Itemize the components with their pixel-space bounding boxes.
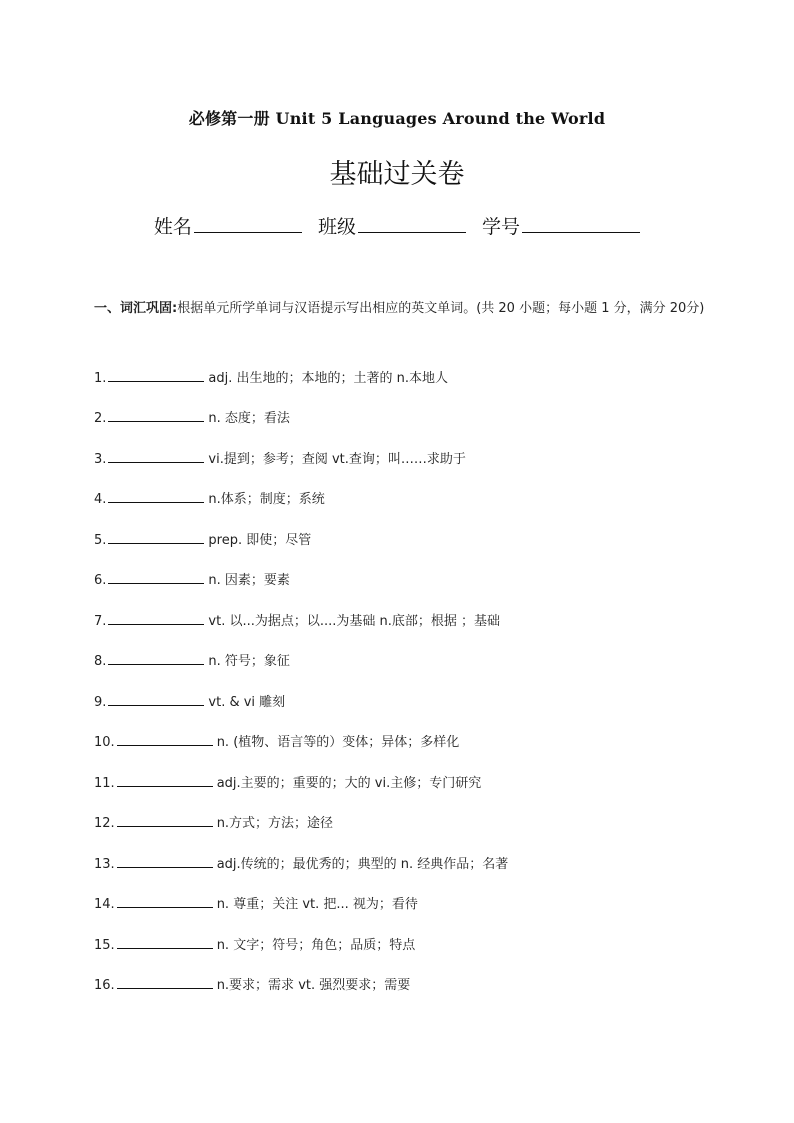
answer-blank[interactable] (108, 448, 204, 463)
item-definition: n.体系；制度；系统 (208, 492, 325, 507)
answer-blank[interactable] (117, 731, 213, 746)
page-title: 必修第一册 Unit 5 Languages Around the World (188, 109, 606, 128)
item-number: 6. (94, 573, 107, 588)
item-definition: prep. 即使；尽管 (208, 533, 312, 548)
section-instruction: 根据单元所学单词与汉语提示写出相应的英文单词。(共 20 小题；每小题 1 分，满分 20分) (177, 301, 705, 316)
student-id-label: 学号 (482, 216, 521, 238)
list-item (94, 853, 508, 875)
item-definition: adj. 出生地的；本地的；土著的 n.本地人 (208, 371, 449, 386)
item-definition: n. (植物、语言等的）变体；异体；多样化 (216, 735, 460, 750)
item-definition: n. 因素；要素 (208, 573, 290, 588)
list-item (94, 974, 410, 996)
name-field[interactable] (154, 212, 302, 239)
item-definition: vt. & vi 雕刻 (208, 695, 286, 710)
list-item (94, 610, 500, 632)
name-blank[interactable] (194, 231, 302, 233)
page-subtitle: 基础过关卷 (329, 159, 465, 190)
item-definition: adj.主要的；重要的；大的 vi.主修；专门研究 (216, 776, 482, 791)
class-blank[interactable] (358, 231, 466, 233)
item-number: 10. (94, 735, 115, 750)
list-item (94, 772, 481, 794)
item-number: 12. (94, 816, 115, 831)
answer-blank[interactable] (117, 974, 213, 989)
section-heading: 一、词汇巩固: (94, 301, 178, 316)
list-item (94, 529, 311, 551)
item-number: 14. (94, 897, 115, 912)
item-number: 16. (94, 978, 115, 993)
item-definition: adj.传统的；最优秀的；典型的 n. 经典作品；名著 (216, 857, 509, 872)
item-number: 13. (94, 857, 115, 872)
item-number: 9. (94, 695, 107, 710)
item-definition: n. 文字；符号；角色；品质；特点 (216, 938, 416, 953)
class-field[interactable] (318, 212, 466, 239)
student-info-row (0, 212, 794, 239)
answer-blank[interactable] (108, 367, 204, 382)
item-number: 11. (94, 776, 115, 791)
list-item (94, 488, 325, 510)
list-item (94, 367, 448, 389)
list-item (94, 691, 285, 713)
answer-blank[interactable] (108, 488, 204, 503)
item-definition: n. 尊重；关注 vt. 把... 视为；看待 (216, 897, 418, 912)
list-item (94, 569, 290, 591)
answer-blank[interactable] (108, 569, 204, 584)
list-item (94, 731, 459, 753)
item-definition: n.要求；需求 vt. 强烈要求；需要 (216, 978, 411, 993)
item-number: 3. (94, 452, 107, 467)
student-id-field[interactable] (482, 212, 640, 239)
answer-blank[interactable] (108, 529, 204, 544)
item-number: 1. (94, 371, 107, 386)
answer-blank[interactable] (117, 853, 213, 868)
list-item (94, 893, 418, 915)
student-id-blank[interactable] (522, 231, 640, 233)
item-definition: n. 符号；象征 (208, 654, 290, 669)
item-number: 15. (94, 938, 115, 953)
section-instructions (94, 296, 706, 322)
answer-blank[interactable] (108, 691, 204, 706)
answer-blank[interactable] (108, 650, 204, 665)
name-label: 姓名 (153, 216, 192, 238)
item-definition: vi.提到；参考；查阅 vt.查询；叫……求助于 (208, 452, 466, 467)
answer-blank[interactable] (117, 772, 213, 787)
class-label: 班级 (317, 216, 356, 238)
item-number: 4. (94, 492, 107, 507)
item-definition: n.方式；方法；途径 (216, 816, 334, 831)
item-number: 7. (94, 614, 107, 629)
list-item (94, 407, 290, 429)
answer-blank[interactable] (108, 407, 204, 422)
answer-blank[interactable] (117, 893, 213, 908)
list-item (94, 812, 333, 834)
item-definition: n. 态度；看法 (208, 411, 290, 426)
answer-blank[interactable] (117, 934, 213, 949)
list-item (94, 448, 466, 470)
list-item (94, 650, 290, 672)
item-number: 5. (94, 533, 107, 548)
answer-blank[interactable] (108, 610, 204, 625)
item-number: 8. (94, 654, 107, 669)
list-item (94, 934, 415, 956)
answer-blank[interactable] (117, 812, 213, 827)
item-number: 2. (94, 411, 107, 426)
item-definition: vt. 以...为据点；以....为基础 n.底部；根据 ；基础 (208, 614, 501, 629)
